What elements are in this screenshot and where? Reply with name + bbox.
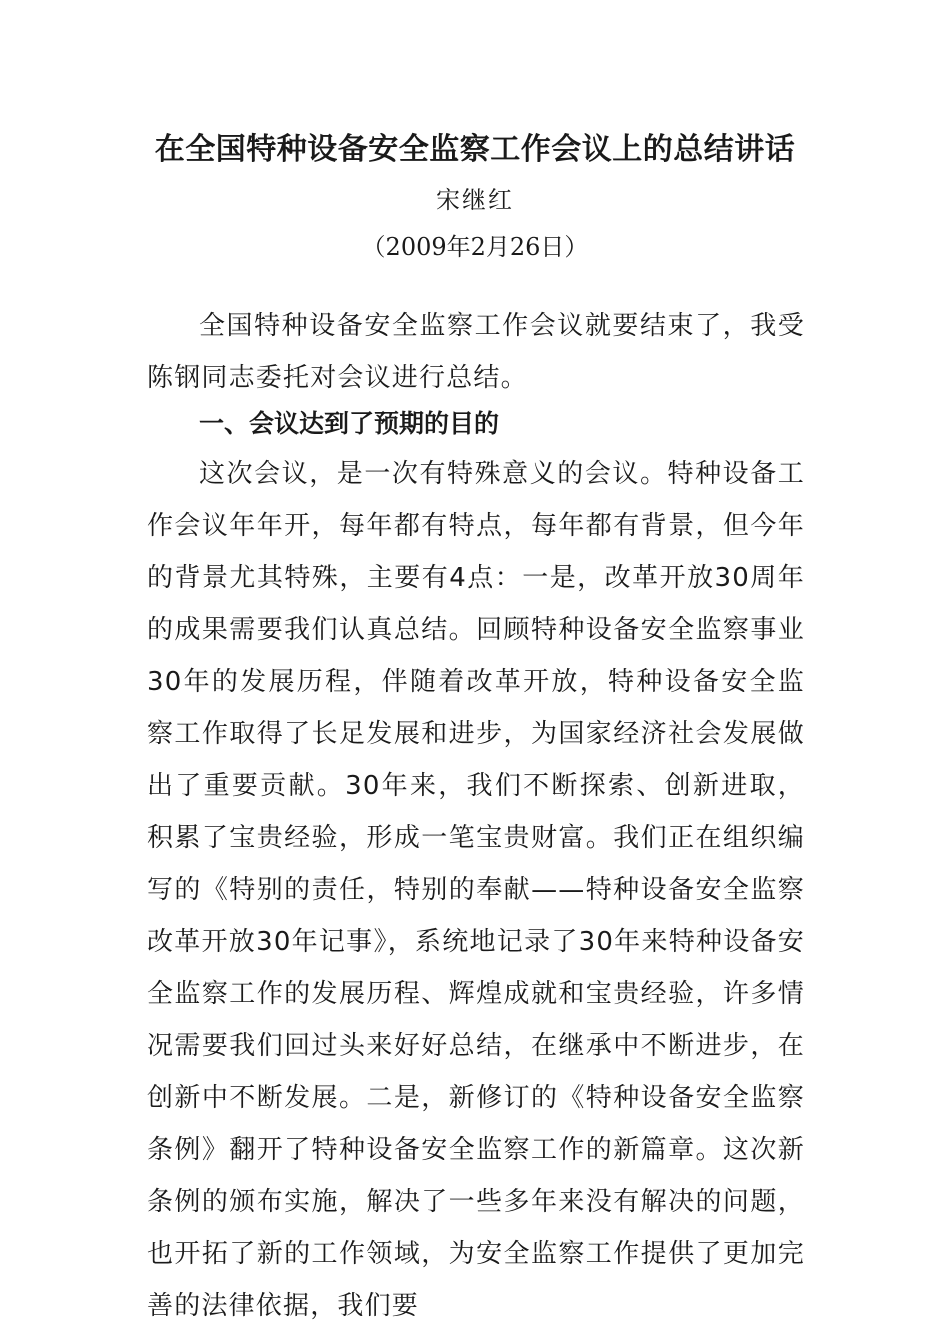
document-author: 宋继红 bbox=[436, 186, 514, 214]
section-heading: 一、会议达到了预期的目的 bbox=[199, 409, 500, 438]
document-date: （2009年2月26日） bbox=[361, 233, 589, 261]
body-paragraph: 全国特种设备安全监察工作会议就要结束了，我受陈钢同志委托对会议进行总结。 bbox=[147, 311, 805, 393]
document-title: 在全国特种设备安全监察工作会议上的总结讲话 bbox=[154, 132, 796, 167]
body-paragraph: 这次会议，是一次有特殊意义的会议。特种设备工作会议年年开，每年都有特点，每年都有背景，但今年的背景尤其特殊，主要有4点：一是，改革开放30周年的成果需要我们认真总结。回顾特种设备安全监察事业30年的发展历程，伴随着改革开放，特种设备安全监察工作取得了长足发展和进步，为国家经济社会发展做出了重要贡献。30年来，我们不断探索、创新进取，积累了宝贵经验，形成一笔宝贵财富。我们正在组织编写的《特别的责任，特别的奉献——特种设备安全监察改革开放30年记事》，系统地记录了30年来特种设备安全监察工作的发展历程、辉煌成就和宝贵经验，许多情况需要我们回过头来好好总结，在继承中不断进步，在创新中不断发展。二是，新修订的《特种设备安全监察条例》翻开了特种设备安全监察工作的新篇章。这次新条例的颁布实施，解决了一些多年来没有解决的问题，也开拓了新的工作领域，为安全监察工作提供了更加完善的法律依据，我们要 bbox=[147, 459, 805, 1321]
